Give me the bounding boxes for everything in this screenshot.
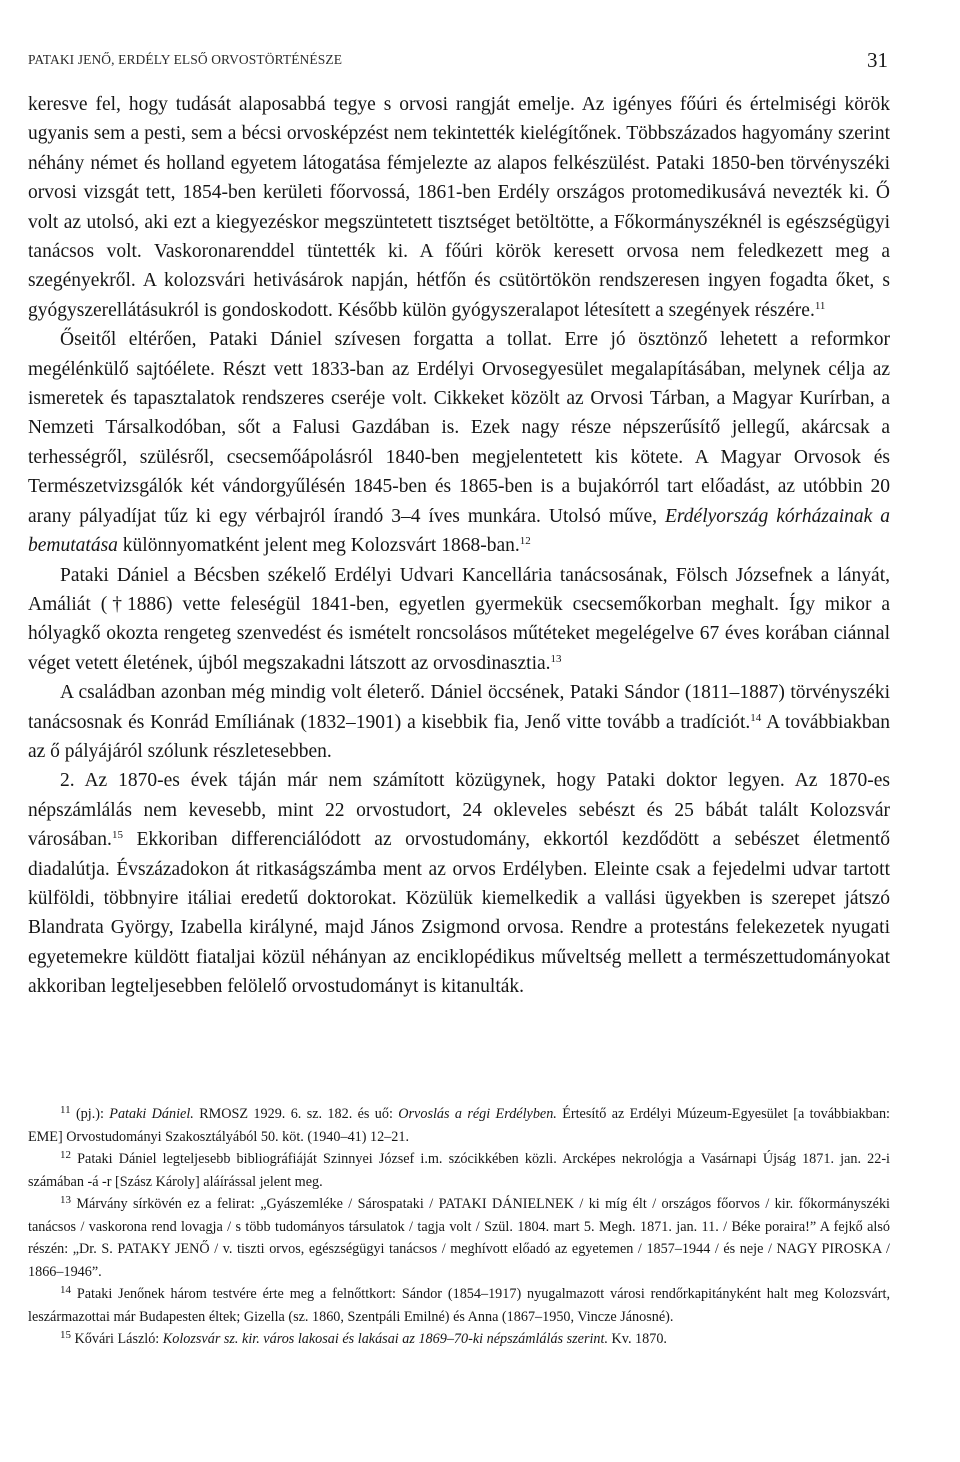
text-run: Pataki Dániel legteljesebb bibliográfiáját Szinnyei József i.m. szócikkében közli. Arcképes nekrológja a Vasárnapi Újság 1871. jan. 22-i számában -á -r [Szász Károly] aláírással jelent meg. (28, 1151, 890, 1190)
text-run: 2. Az 1870-es évek táján már nem számított közügynek, hogy Pataki doktor legyen. Az 1870-es népszámlálás nem kevesebb, mint 22 orvostudort, 24 okleveles sebészt és 25 bábát talált Kolozsvár városában. (28, 770, 890, 851)
footnote-marker: 13 (550, 652, 562, 665)
text-run: Ekkoriban differenciálódott az orvostudomány, ekkortól kezdődött a sebészet életmentő diadalútja. Évszázadokon át ritkaságszámba ment az orvos Erdélyben. Eleinte csak a fejedelmi udvar tartott külföldi, többnyire itáliai eredetű doktorokat. Közülük kiemelkedik a vallási ügyekben is szerepet játszó Blandrata György, Izabella királyné, majd János Zsigmond orvosa. Rendre a protestáns felekezetek nyugati egyetemekre küldött fiataljai közül néhányan az enciklopédikus műveltség mellett a természettudományokat akkoriban legteljesebben felölelő orvostudományt is kitanulták. (28, 829, 890, 998)
body-paragraph (28, 90, 890, 325)
footnote-marker: 11 (60, 1104, 71, 1116)
text-run: Kővári László: (71, 1331, 163, 1347)
body-paragraph (28, 766, 890, 1001)
text-run: keresve fel, hogy tudását alaposabbá tegye s orvosi rangját emelje. Az igényes főúri és értelmiségi körök ugyanis sem a pesti, sem a bécsi orvosképzést nem tekintették kielégítőnek. Többszázados hagyomány szerint néhány német és holland egyetem látogatása fémjelezte az alapos felkészülést. Pataki 1850-ben törvényszéki orvosi vizsgát tett, 1854-ben kerületi főorvossá, 1861-ben Erdély országos protomedikusává nevezték ki. Ő volt az utolsó, aki ezt a kiegyezéskor megszüntetett tisztséget betöltötte, a Főkormányszéknél is egészségügyi tanácsos volt. Vaskoronarenddel tüntették ki. A főúri körök keresett orvosa nem feledkezett meg a szegényekről. A kolozsvári hetivásárok napján, hétfőn és csütörtökön rendszeresen ingyen fogadta őket, s gyógyszerellátásukról is gondoskodott. Később külön gyógyszeralapot létesített a szegények részére. (28, 94, 890, 321)
text-run: A továbbiakban az ő pályájáról szólunk részletesebben. (28, 711, 890, 762)
footnote (28, 1103, 890, 1148)
page-number: 31 (867, 48, 888, 72)
text-run: A családban azonban még mindig volt életerő. Dániel öccsének, Pataki Sándor (1811–1887) törvényszéki tanácsosnak és Konrád Emíliának (1832–1901) a kisebbik fia, Jenő vitte tovább a tradíciót. (28, 682, 890, 733)
text-run: Őseitől eltérően, Pataki Dániel szívesen forgatta a tollat. Erre jó ösztönző lehetett a reformkor megélénkülő sajtóélete. Részt vett 1833-ban az Erdélyi Orvosegyesület megalapításában, melynek célja az ismeretek és tapasztalatok rendszeres cseréje volt. Cikkeket közölt az Orvosi Tárban, a Magyar Kurírban, a Nemzeti Társalkodóban, sőt a Falusi Gazdában is. Ezek nagy része népszerűsítő jellegű, akárcsak a terhességről, szülésről, csecsemőápolásról 1840-ben megjelentetett kis kötete. A Magyar Orvosok és Természetvizsgálók két vándorgyűlésén 1845-ben és 1865-ben is a bujakórról tart előadást, az utóbbin 20 arany pályadíjat tűz ki egy vérbajról írandó 3–4 íves munkára. Utolsó műve, (28, 329, 890, 527)
footnote-marker: 14 (60, 1284, 71, 1296)
footnote-marker: 15 (60, 1329, 71, 1341)
footnote-marker: 13 (60, 1194, 71, 1206)
text-run: különnyomatként jelent meg Kolozsvárt 1868-ban. (117, 535, 520, 557)
footnote (28, 1148, 890, 1193)
footnote-marker: 11 (814, 299, 826, 312)
italic-title: Kolozsvár sz. kir. város lakosai és lakásai az 1869–70-ki népszámlálás szerint. (162, 1331, 608, 1347)
body-paragraph (28, 561, 890, 679)
running-head: PATAKI JENŐ, ERDÉLY ELSŐ ORVOSTÖRTÉNÉSZE (28, 52, 343, 67)
text-run: Értesítő az Erdélyi Múzeum-Egyesület [a továbbiakban: EME] Orvostudományi Szakosztályából 50. köt. (1940–41) 12–21. (28, 1106, 890, 1145)
footnote-marker: 14 (750, 711, 762, 724)
footnote-marker: 12 (519, 535, 531, 548)
footnote-marker: 12 (60, 1149, 71, 1161)
text-run: Márvány sírkövén ez a felirat: „Gyászemléke / Sárospataki / PATAKI DÁNIELNEK / ki míg élt / országos főorvos / kir. főkormányszéki tanácsos / vaskorona rend lovagja / s több tudományos társulatok / tagja volt / Szül. 1804. mart 5. Megh. 1871. jan. 11. / Béke poraira!” A fejkő alsó részén: „Dr. S. PATAKY JENŐ / v. tiszti orvos, egészségügyi tanácsos / meghívott előadó az egyetemen / 1857–1944 / és neje / NAGY PIROSKA / 1866–1946”. (28, 1196, 890, 1280)
text-run: (pj.): (70, 1106, 110, 1122)
italic-title: Pataki Dániel. (109, 1106, 194, 1122)
body-paragraph (28, 325, 890, 560)
footnote (28, 1328, 890, 1351)
body-text (28, 90, 890, 1002)
footnote (28, 1283, 890, 1328)
footnotes (28, 1103, 890, 1351)
text-run: RMOSZ 1929. 6. sz. 182. és uő: (193, 1106, 399, 1122)
footnote (28, 1193, 890, 1283)
italic-title: Erdélyország kórházainak a bemutatása (28, 505, 891, 557)
page-header (28, 48, 890, 74)
text-run: Kv. 1870. (608, 1331, 667, 1347)
text-run: Pataki Jenőnek három testvére érte meg a felnőttkort: Sándor (1854–1917) nyugalmazott városi rendőrkapitányként halt meg Kolozsvárt, leszármazottai már Budapesten éltek; Gizella (sz. 1860, Szentpáli Emilné) és Anna (1867–1950, Vincze Jánosné). (28, 1286, 890, 1325)
text-run: Pataki Dániel a Bécsben székelő Erdélyi Udvari Kancellária tanácsosának, Fölsch Józsefnek a lányát, Amáliát (†1886) vette feleségül 1841-ben, egyetlen gyermekük csecsemőkorban meghalt. Így mikor a hólyagkő okozta rengeteg szenvedést és ismételt roncsolásos műtéteket megelégelve 67 éves korában ciánnal véget vetett életének, újból megszakadni látszott az orvosdinasztia. (28, 564, 890, 674)
footnote-marker: 15 (111, 829, 123, 842)
italic-title: Orvoslás a régi Erdélyben. (398, 1106, 557, 1122)
body-paragraph (28, 678, 890, 766)
